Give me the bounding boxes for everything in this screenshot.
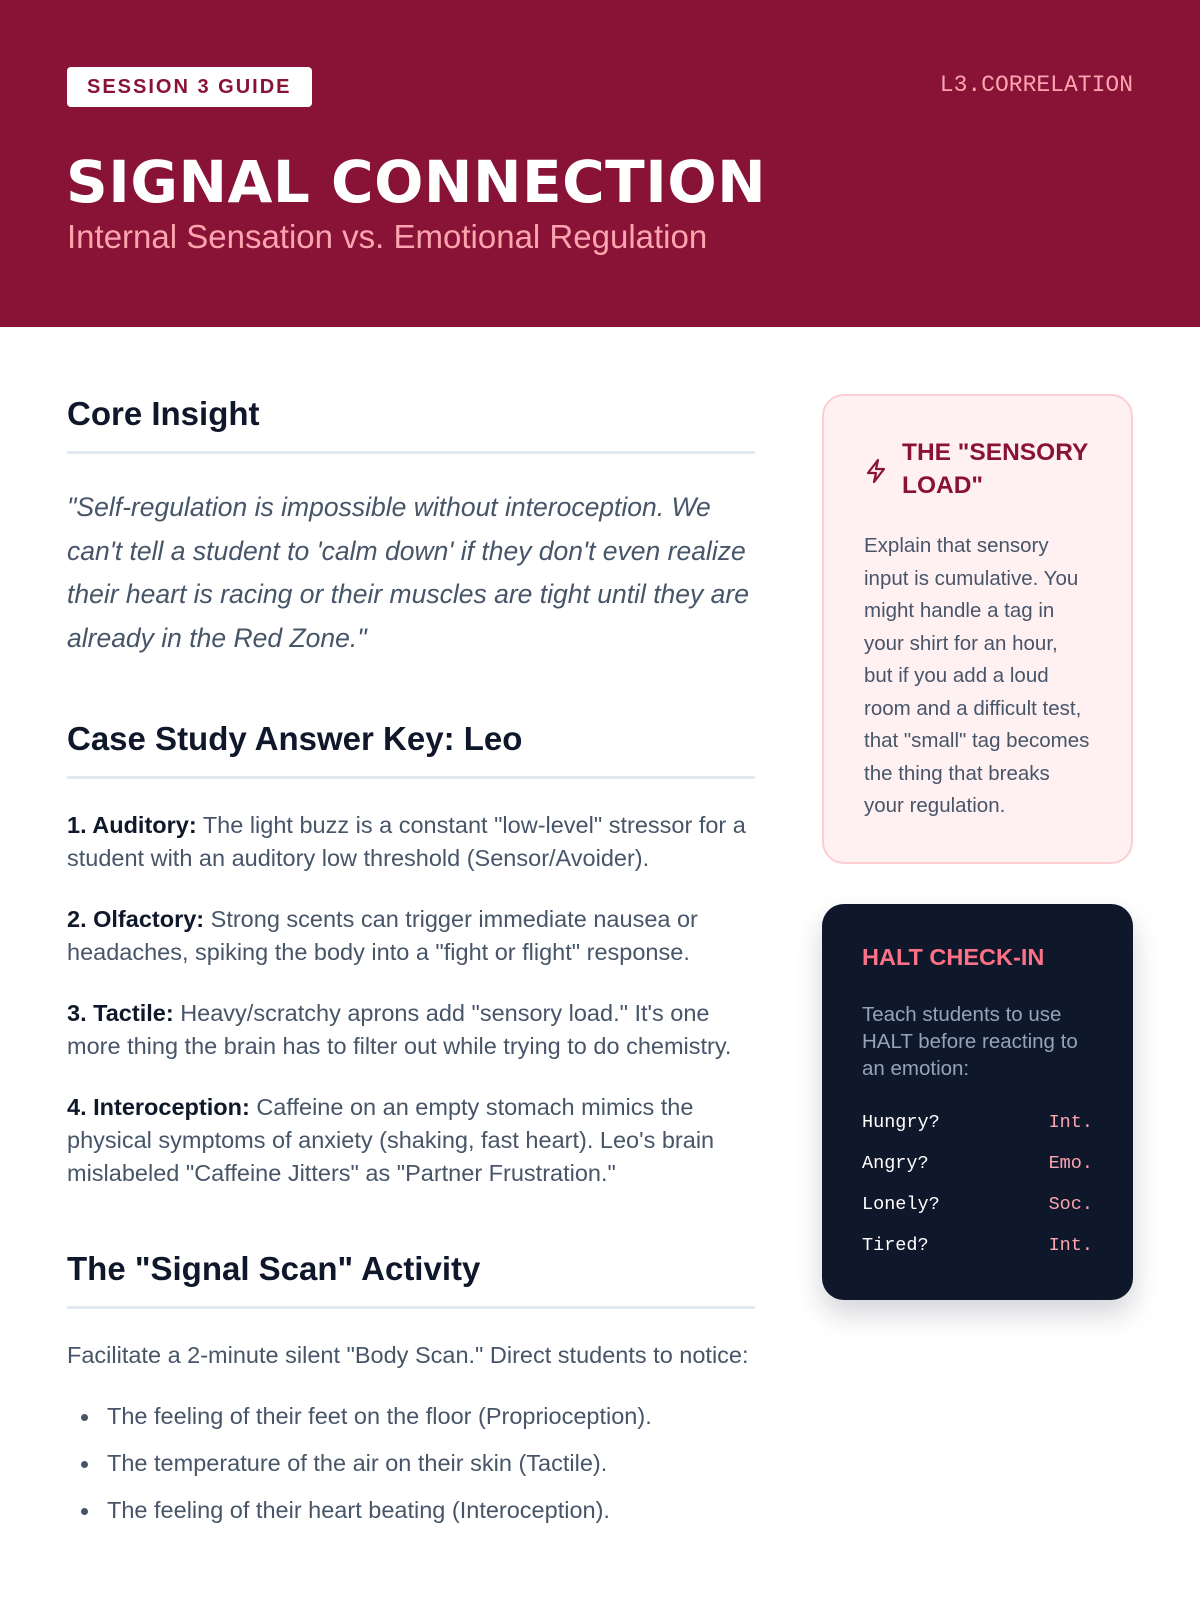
answer-item bbox=[67, 997, 755, 1063]
answer-text: The light buzz is a constant "low-level" stressor for a student with an auditory low threshold (Sensor/Avoider). bbox=[67, 812, 746, 871]
session-badge: SESSION 3 GUIDE bbox=[67, 67, 312, 107]
answer-item bbox=[67, 1091, 755, 1190]
halt-category: Int. bbox=[1048, 1235, 1093, 1256]
answer-text: Caffeine on an empty stomach mimics the physical symptoms of anxiety (shaking, fast heart). Leo's brain mislabeled "Caffeine Jitters" as "Partner Frustration." bbox=[67, 1094, 715, 1186]
sensory-load-card bbox=[822, 394, 1133, 864]
answer-text: Strong scents can trigger immediate nausea or headaches, spiking the body into a "fight or flight" response. bbox=[67, 906, 698, 965]
halt-row bbox=[862, 1194, 1093, 1235]
halt-list bbox=[862, 1112, 1093, 1276]
halt-question: Lonely? bbox=[862, 1194, 940, 1215]
halt-row bbox=[862, 1153, 1093, 1194]
halt-category: Emo. bbox=[1048, 1153, 1093, 1174]
answer-label: 3. Tactile: bbox=[67, 1000, 174, 1026]
case-study-heading: Case Study Answer Key: Leo bbox=[67, 720, 755, 779]
halt-card-description: Teach students to use HALT before reacting to an emotion: bbox=[862, 1003, 1078, 1080]
case-study-section bbox=[67, 720, 755, 1190]
list-item: The feeling of their feet on the floor (Proprioception). bbox=[67, 1400, 755, 1433]
list-item: The feeling of their heart beating (Interoception). bbox=[67, 1494, 755, 1527]
lesson-code: L3.CORRELATION bbox=[939, 72, 1133, 98]
halt-card-title: HALT CHECK-IN bbox=[862, 944, 1045, 970]
halt-question: Angry? bbox=[862, 1153, 929, 1174]
core-insight-heading: Core Insight bbox=[67, 395, 755, 454]
core-insight-section bbox=[67, 395, 755, 660]
activity-section bbox=[67, 1250, 755, 1527]
answer-label: 4. Interoception: bbox=[67, 1094, 250, 1120]
activity-heading: The "Signal Scan" Activity bbox=[67, 1250, 755, 1309]
page-header bbox=[0, 0, 1200, 327]
core-insight-quote: "Self-regulation is impossible without interoception. We can't tell a student to 'calm down' if they don't even realize their heart is racing or their muscles are tight until they are already in the Red Zone." bbox=[67, 492, 749, 653]
halt-category: Soc. bbox=[1048, 1194, 1093, 1215]
page-title: SIGNAL CONNECTION bbox=[66, 148, 767, 216]
halt-question: Tired? bbox=[862, 1235, 929, 1256]
answer-label: 2. Olfactory: bbox=[67, 906, 205, 932]
sensory-card-title: THE "SENSORY LOAD" bbox=[902, 439, 1088, 499]
main-column bbox=[67, 395, 755, 1541]
activity-list bbox=[67, 1400, 755, 1527]
activity-intro: Facilitate a 2-minute silent "Body Scan." Direct students to notice: bbox=[67, 1342, 749, 1368]
halt-row bbox=[862, 1235, 1093, 1276]
sensory-card-body: Explain that sensory input is cumulative. You might handle a tag in your shirt for an hour, but if you add a loud room and a difficult test, that "small" tag becomes the thing that breaks your regulation. bbox=[864, 534, 1090, 817]
halt-category: Int. bbox=[1048, 1112, 1093, 1133]
lightning-icon bbox=[864, 458, 888, 484]
answer-label: 1. Auditory: bbox=[67, 812, 197, 838]
halt-question: Hungry? bbox=[862, 1112, 940, 1133]
halt-row bbox=[862, 1112, 1093, 1153]
list-item: The temperature of the air on their skin (Tactile). bbox=[67, 1447, 755, 1480]
halt-card bbox=[822, 904, 1133, 1300]
page-subtitle: Internal Sensation vs. Emotional Regulation bbox=[67, 218, 708, 255]
answer-item bbox=[67, 809, 755, 875]
answer-item bbox=[67, 903, 755, 969]
sensory-card-header bbox=[864, 436, 1091, 502]
answer-text: Heavy/scratchy aprons add "sensory load." It's one more thing the brain has to filter out while trying to do chemistry. bbox=[67, 1000, 732, 1059]
